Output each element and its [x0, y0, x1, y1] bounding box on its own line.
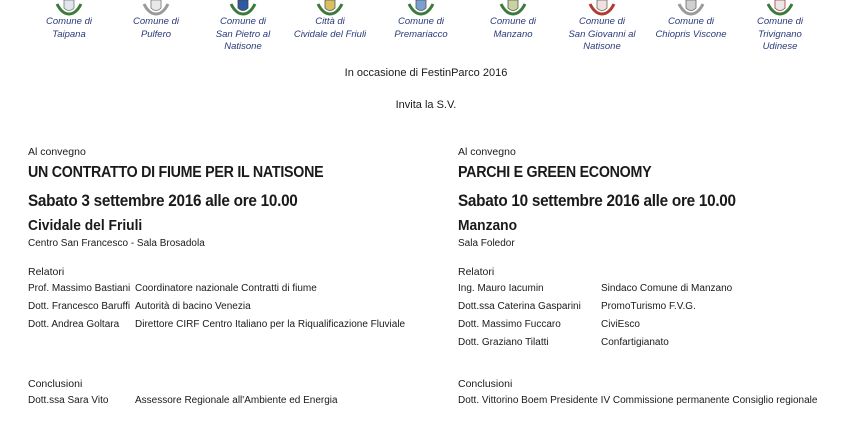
left-convention [28, 144, 438, 334]
crest-name: Comune di Premariacco [394, 16, 448, 40]
crest [376, 0, 466, 41]
coat-of-arms-icon [765, 0, 795, 16]
coat-of-arms-icon [587, 0, 617, 16]
conclusion-text: Dott. Vittorino Boem Presidente IV Commissione permanente Consiglio regionale [458, 395, 818, 406]
invite-line: Invita la S.V. [395, 99, 457, 111]
convention-city: Manzano [458, 217, 518, 234]
speaker-row [28, 298, 438, 316]
conclusion-name: Dott.ssa Sara Vito [28, 395, 109, 406]
crest [735, 0, 825, 54]
right-conclusions [458, 376, 852, 410]
speaker-row [458, 334, 852, 352]
speaker-row [458, 280, 852, 298]
speaker-name: Dott.ssa Caterina Gasparini [458, 301, 581, 312]
convention-intro: Al convegno [458, 146, 516, 158]
crest [468, 0, 558, 41]
coat-of-arms-icon [676, 0, 706, 16]
convention-venue: Sala Foledor [458, 238, 515, 249]
coat-of-arms-icon [315, 0, 345, 16]
speaker-role: Autorità di bacino Venezia [135, 301, 251, 312]
left-conclusions [28, 376, 438, 410]
coat-of-arms-icon [141, 0, 171, 16]
speakers-label: Relatori [28, 266, 65, 278]
right-convention [458, 144, 852, 352]
crest-name: Comune di San Giovanni al Natisone [568, 16, 636, 52]
speaker-name: Ing. Mauro Iacumin [458, 283, 544, 294]
convention-intro: Al convegno [28, 146, 86, 158]
speaker-role: Direttore CIRF Centro Italiano per la Riqualificazione Fluviale [135, 319, 406, 330]
conclusions-label: Conclusioni [28, 378, 83, 390]
convention-city: Cividale del Friuli [28, 217, 143, 234]
crest-row [0, 0, 852, 58]
speaker-role: Confartigianato [601, 337, 669, 348]
conclusions-label: Conclusioni [458, 378, 513, 390]
coat-of-arms-icon [498, 0, 528, 16]
coat-of-arms-icon [228, 0, 258, 16]
speaker-role: Sindaco Comune di Manzano [601, 283, 733, 294]
speaker-name: Prof. Massimo Bastiani [28, 283, 131, 294]
crest [198, 0, 288, 54]
speaker-role: Coordinatore nazionale Contratti di fiume [135, 283, 317, 294]
coat-of-arms-icon [406, 0, 436, 16]
occasion-line: In occasione di FestinParco 2016 [344, 67, 508, 79]
crest-name: Comune di San Pietro al Natisone [215, 16, 271, 52]
crest [557, 0, 647, 54]
speaker-row [458, 316, 852, 334]
speaker-role: PromoTurismo F.V.G. [601, 301, 696, 312]
speaker-name: Dott. Graziano Tilatti [458, 337, 549, 348]
coat-of-arms-icon [54, 0, 84, 16]
crest-name: Comune di Manzano [490, 16, 536, 40]
crest [646, 0, 736, 41]
convention-venue: Centro San Francesco - Sala Brosadola [28, 238, 205, 249]
speaker-row [28, 316, 438, 334]
speaker-name: Dott. Andrea Goltara [28, 319, 120, 330]
crest-name: Comune di Taipana [46, 16, 92, 40]
conclusion-row [28, 392, 438, 410]
convention-title: UN CONTRATTO DI FIUME PER IL NATISONE [28, 164, 324, 181]
convention-date: Sabato 10 settembre 2016 alle ore 10.00 [458, 191, 736, 210]
crest-name: Città di Cividale del Friuli [293, 16, 367, 40]
crest-name: Comune di Trivignano Udinese [757, 16, 803, 52]
speaker-name: Dott. Francesco Baruffi [28, 301, 131, 312]
speaker-name: Dott. Massimo Fuccaro [458, 319, 561, 330]
speaker-role: CiviEsco [601, 319, 640, 330]
crest [111, 0, 201, 41]
conclusion-role: Assessore Regionale all'Ambiente ed Energia [135, 395, 338, 406]
convention-date: Sabato 3 settembre 2016 alle ore 10.00 [28, 191, 298, 210]
convention-title: PARCHI E GREEN ECONOMY [458, 164, 652, 181]
crest [285, 0, 375, 41]
speaker-row [458, 298, 852, 316]
crest-name: Comune di Pulfero [133, 16, 179, 40]
crest [24, 0, 114, 41]
conclusion-row [458, 392, 852, 410]
speaker-row [28, 280, 438, 298]
speakers-label: Relatori [458, 266, 495, 278]
crest-name: Comune di Chiopris Viscone [655, 16, 727, 40]
